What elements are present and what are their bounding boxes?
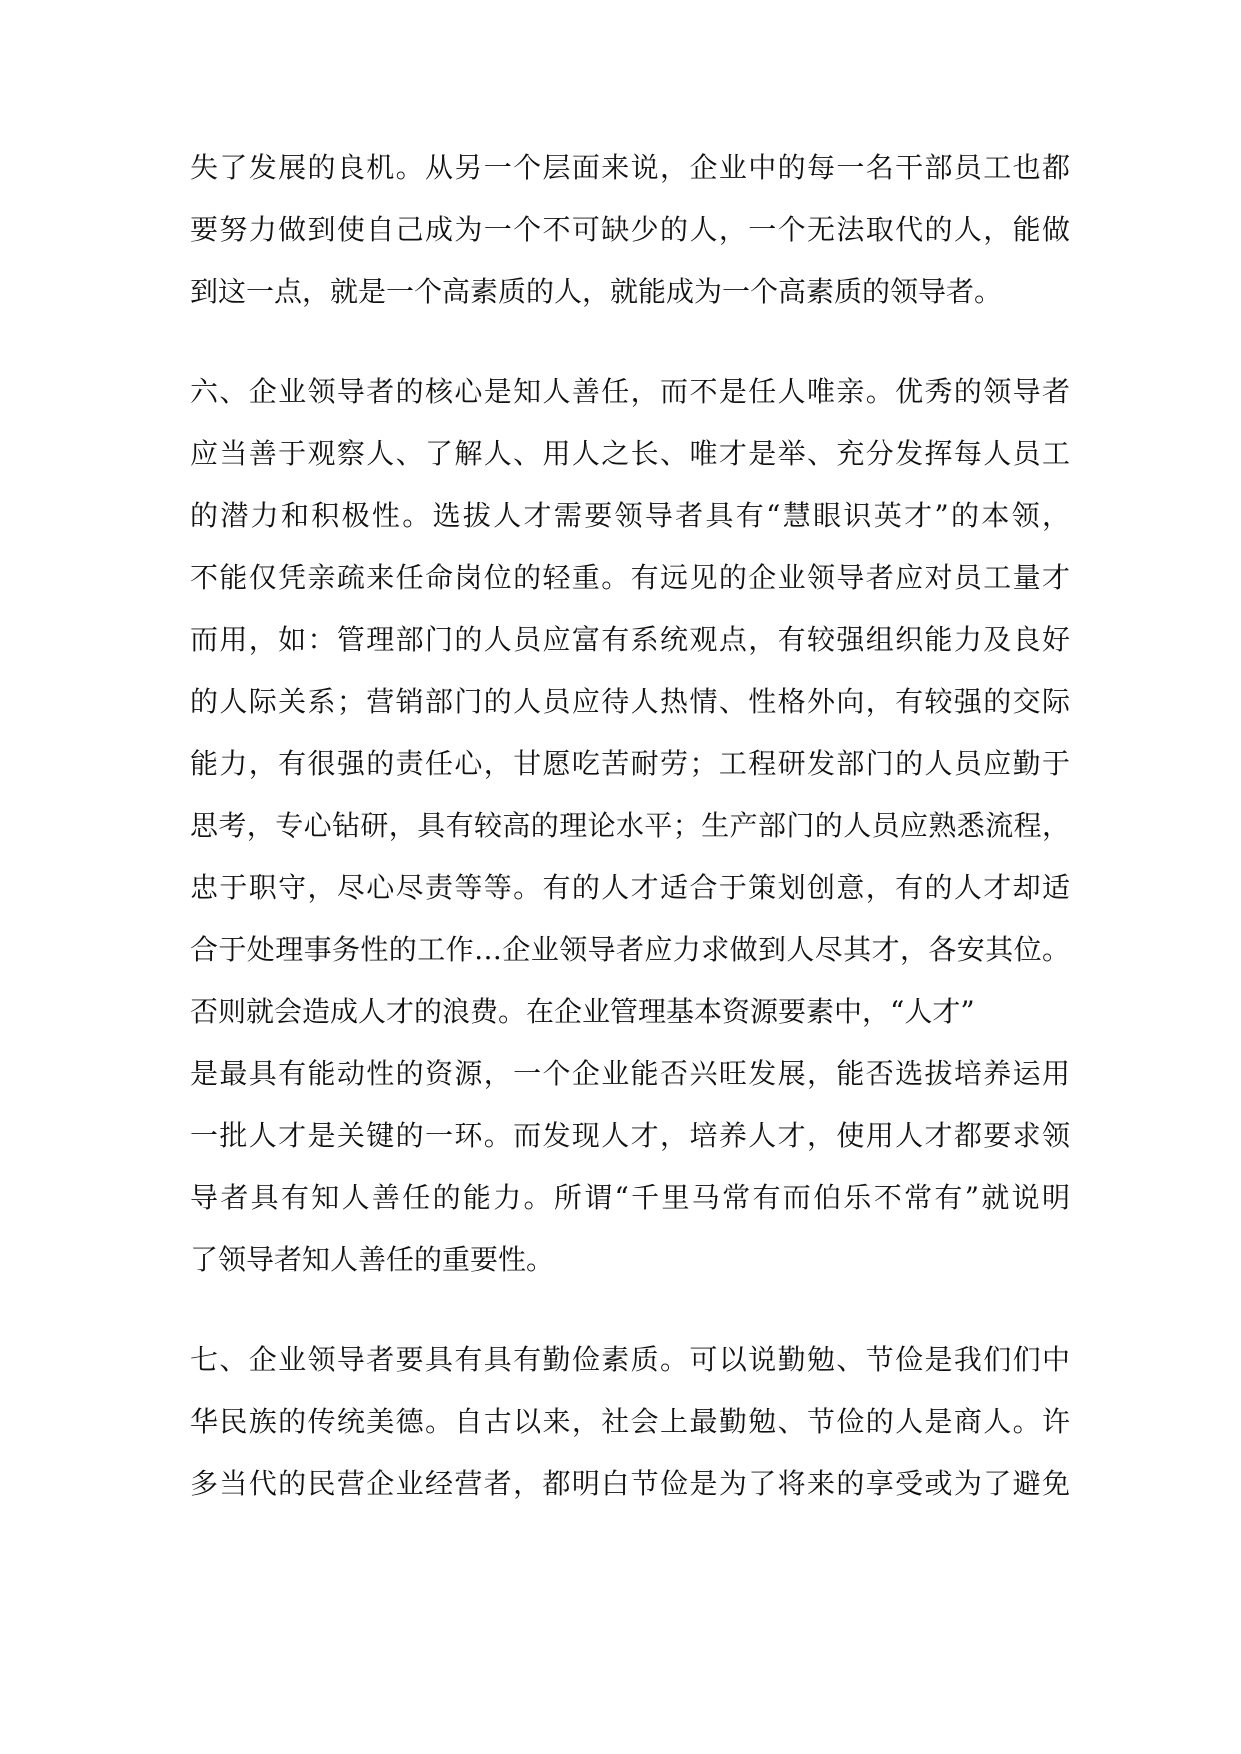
text-line: 是最具有能动性的资源，一个企业能否兴旺发展，能否选拔培养运用 bbox=[190, 1057, 1070, 1090]
text-line: 一批人才是关键的一环。而发现人才，培养人才，使用人才都要求领 bbox=[190, 1119, 1070, 1152]
text-line: 能力，有很强的责任心，甘愿吃苦耐劳；工程研发部门的人员应勤于 bbox=[190, 747, 1070, 780]
text-line: 而用，如：管理部门的人员应富有系统观点，有较强组织能力及良好 bbox=[190, 623, 1070, 656]
text-line: 合于处理事务性的工作…企业领导者应力求做到人尽其才，各安其位。 bbox=[190, 933, 1070, 966]
text-line: 应当善于观察人、了解人、用人之长、唯才是举、充分发挥每人员工 bbox=[190, 437, 1070, 470]
text-line: 不能仅凭亲疏来任命岗位的轻重。有远见的企业领导者应对员工量才 bbox=[190, 561, 1070, 594]
text-line: 六、企业领导者的核心是知人善任，而不是任人唯亲。优秀的领导者 bbox=[190, 375, 1070, 408]
text-line: 导者具有知人善任的能力。所谓“千里马常有而伯乐不常有”就说明 bbox=[190, 1181, 1070, 1214]
text-line: 了领导者知人善任的重要性。 bbox=[190, 1243, 555, 1276]
text-line: 华民族的传统美德。自古以来，社会上最勤勉、节俭的人是商人。许 bbox=[190, 1405, 1070, 1438]
text-line: 要努力做到使自己成为一个不可缺少的人，一个无法取代的人，能做 bbox=[190, 213, 1070, 246]
text-line: 的潜力和积极性。选拔人才需要领导者具有“慧眼识英才”的本领， bbox=[190, 499, 1070, 532]
text-line: 到这一点，就是一个高素质的人，就能成为一个高素质的领导者。 bbox=[190, 275, 1003, 308]
text-line: 的人际关系；营销部门的人员应待人热情、性格外向，有较强的交际 bbox=[190, 685, 1070, 718]
text-line: 失了发展的良机。从另一个层面来说，企业中的每一名干部员工也都 bbox=[190, 151, 1070, 184]
text-line: 否则就会造成人才的浪费。在企业管理基本资源要素中，“人才” bbox=[190, 995, 975, 1028]
text-line: 七、企业领导者要具有具有勤俭素质。可以说勤勉、节俭是我们们中 bbox=[190, 1343, 1070, 1376]
text-line: 思考，专心钻研，具有较高的理论水平；生产部门的人员应熟悉流程， bbox=[190, 809, 1070, 842]
text-line: 多当代的民营企业经营者，都明白节俭是为了将来的享受或为了避免 bbox=[190, 1467, 1070, 1500]
text-line: 忠于职守，尽心尽责等等。有的人才适合于策划创意，有的人才却适 bbox=[190, 871, 1070, 904]
